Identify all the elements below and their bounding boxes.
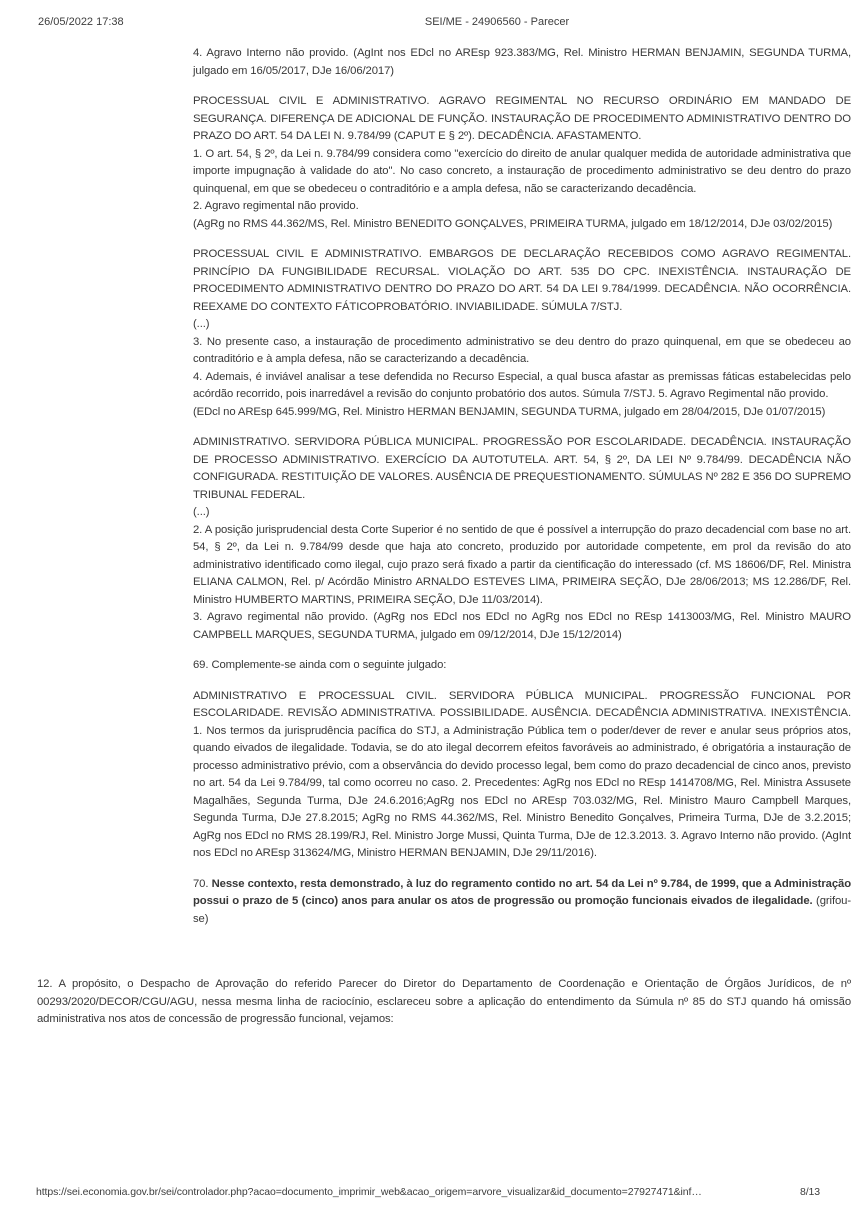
quote-headnote: PROCESSUAL CIVIL E ADMINISTRATIVO. AGRAVO REGIMENTAL NO RECURSO ORDINÁRIO EM MANDADO DE SEGURANÇA. DIFERENÇA DE ADICIONAL DE FUNÇÃO. INSTAURAÇÃO DE PROCEDIMENTO ADMINISTRATIVO DENTRO DO PRAZO DO ART. 54 DA LEI N. 9.784/99 (CAPUT E § 2º). DECADÊNCIA. AFASTAMENTO. (193, 95, 851, 142)
quote-block-2 (193, 93, 851, 233)
document-title: SEI/ME - 24906560 - Parecer (424, 16, 570, 28)
quote-segment: ADMINISTRATIVO E PROCESSUAL CIVIL. SERVIDORA PÚBLICA MUNICIPAL. PROGRESSÃO FUNCIONAL POR ESCOLARIDADE. REVISÃO ADMINISTRATIVA. POSSIBILIDADE. AUSÊNCIA. DECADÊNCIA ADMINISTRATIVA. INEXISTÊNCIA. 1. Nos termos da jurisprudência pacífica do STJ, a Administração Pública tem o poder/dever de rever e anular seus próprios atos, quando eivados de ilegalidade. Todavia, se do ato ilegal decorrem efeitos favoráveis ao administrado, é obrigatória a instauração de processo administrativo prévio, com a observância do devido processo legal, bem como do prazo decadencial de cinco anos, previsto no art. 54 da Lei 9.784/99, tal como ocorreu no caso. 2. Precedentes: AgRg nos EDcl no REsp 1414708/MG, Rel. Ministra Assusete Magalhães, Segunda Turma, DJe 24.6.2016;AgRg nos EDcl no AREsp 703.032/MG, Rel. Ministro Mauro Campbell Marques, Segunda Turma, DJe 27.8.2015; AgRg no RMS 44.362/MS, Rel. Ministro Benedito Gonçalves, Primeira Turma, DJe de 3.2.2015; AgRg nos EDcl no RMS 28.199/RJ, Rel. Ministro Jorge Mussi, Quinta Turma, DJe de 12.3.2013. 3. Agravo Interno não provido. (AgInt nos EDcl no AREsp 313624/MG, Ministro HERMAN BENJAMIN, DJe 29/11/2016). (193, 689, 851, 859)
quote-segment: 3. No presente caso, a instauração de procedimento administrativo se deu dentro do prazo quinquenal, em que se obedeceu ao contraditório e à ampla defesa, não se caracterizando a decadência. (193, 335, 851, 365)
quote-headnote: ADMINISTRATIVO. SERVIDORA PÚBLICA MUNICIPAL. PROGRESSÃO POR ESCOLARIDADE. DECADÊNCIA. INSTAURAÇÃO DE PROCESSO ADMINISTRATIVO. EXERCÍCIO DA AUTOTUTELA. ART. 54, § 2º, DA LEI Nº 9.784/99. DECADÊNCIA NÃO CONFIGURADA. RESTITUIÇÃO DE VALORES. AUSÊNCIA DE PREQUESTIONAMENTO. SÚMULAS Nº 282 E 356 DO SUPREMO TRIBUNAL FEDERAL. (193, 436, 851, 501)
paragraph-70 (193, 876, 851, 929)
quote-ellipsis: (...) (193, 506, 210, 518)
paragraph-12: 12. A propósito, o Despacho de Aprovação do referido Parecer do Diretor do Departamento de Coordenação e Orientação de Órgãos Jurídicos, de nº 00293/2020/DECOR/CGU/AGU, nessa mesma linha de raciocínio, esclareceu sobre a aplicação do entendimento da Súmula nº 85 do STJ quando há omissão administrativa nos atos de concessão de progressão funcional, vejamos: (37, 978, 851, 1025)
print-footer (36, 1186, 820, 1198)
footer-url: https://sei.economia.gov.br/sei/controlador.php?acao=documento_imprimir_web&acao_origem=arvore_visualizar&id_documento=27927471&inf… (36, 1186, 702, 1198)
paragraph-69: 69. Complemente-se ainda com o seguinte julgado: (193, 659, 447, 671)
paragraph-70-bold-text: Nesse contexto, resta demonstrado, à luz do regramento contido no art. 54 da Lei nº 9.784, de 1999, que a Administração possui o prazo de 5 (cinco) anos para anular os atos de progressão ou promoção funcionais eivados de ilegalidade. (193, 877, 851, 907)
quote-block-4 (193, 434, 851, 644)
document-body (37, 45, 851, 1029)
quote-segment: 4. Agravo Interno não provido. (AgInt nos EDcl no AREsp 923.383/MG, Rel. Ministro HERMAN BENJAMIN, SEGUNDA TURMA, julgado em 16/05/2017, DJe 16/06/2017) (193, 47, 851, 77)
paragraph-70-note: (grifou-se) (193, 895, 852, 925)
quote-segment: 1. O art. 54, § 2º, da Lei n. 9.784/99 considera como "exercício do direito de anular qualquer medida de autoridade administrativa que importe impugnação à validade do ato". No caso concreto, a instauração de procedimento administrativo se deu dentro do prazo quinquenal, em que se obedeceu o contraditório e a ampla defesa, não se caracterizando decadência. (193, 147, 851, 195)
quote-segment: 2. A posição jurisprudencial desta Corte Superior é no sentido de que é possível a interrupção do prazo decadencial com base no art. 54, § 2º, da Lei n. 9.784/99 desde que haja ato concreto, produzido por autoridade competente, em prol da revisão do ato administrativo identificado como ilegal, cujo prazo será fixado a partir da cientificação do interessado (cf. MS 18606/DF, Rel. Ministra ELIANA CALMON, Rel. p/ Acórdão Ministro ARNALDO ESTEVES LIMA, PRIMEIRA SEÇÃO, DJe 28/06/2013; MS 12.286/DF, Rel. Ministro HUMBERTO MARTINS, PRIMEIRA SEÇÃO, DJe 11/03/2014). (193, 523, 851, 606)
print-timestamp: 26/05/2022 17:38 (38, 16, 124, 28)
quote-block-5 (193, 688, 851, 863)
quote-citation: (AgRg no RMS 44.362/MS, Rel. Ministro BENEDITO GONÇALVES, PRIMEIRA TURMA, julgado em 18/12/2014, DJe 03/02/2015) (193, 217, 833, 230)
page-number: 8/13 (799, 1186, 820, 1198)
quote-citation: 3. Agravo regimental não provido. (AgRg nos EDcl nos EDcl no AgRg nos EDcl no REsp 1413003/MG, Rel. Ministro MAURO CAMPBELL MARQUES, SEGUNDA TURMA, julgado em 09/12/2014, DJe 15/12/2014) (193, 611, 851, 641)
quote-segment: 2. Agravo regimental não provido. (193, 200, 359, 212)
quote-citation: (EDcl no AREsp 645.999/MG, Rel. Ministro HERMAN BENJAMIN, SEGUNDA TURMA, julgado em 28/04/2015, DJe 01/07/2015) (193, 405, 826, 418)
quote-block-3 (193, 246, 851, 421)
paragraph-70-number: 70. (193, 877, 209, 890)
quote-segment: 4. Ademais, é inviável analisar a tese defendida no Recurso Especial, a qual busca afastar as premissas fáticas estabelecidas pelo acórdão recorrido, pois inarredável a revisão do conjunto probatório dos autos. Súmula 7/STJ. 5. Agravo Regimental não provido. (193, 370, 851, 400)
quote-block-1 (193, 45, 851, 80)
quote-ellipsis: (...) (193, 318, 210, 330)
quote-headnote: PROCESSUAL CIVIL E ADMINISTRATIVO. EMBARGOS DE DECLARAÇÃO RECEBIDOS COMO AGRAVO REGIMENTAL. PRINCÍPIO DA FUNGIBILIDADE RECURSAL. VIOLAÇÃO DO ART. 535 DO CPC. INEXISTÊNCIA. INSTAURAÇÃO DE PROCEDIMENTO ADMINISTRATIVO DENTRO DO PRAZO DO ART. 54 DA LEI 9.784/1999. DECADÊNCIA. NÃO OCORRÊNCIA. REEXAME DO CONTEXTO FÁTICOPROBATÓRIO. INVIABILIDADE. SÚMULA 7/STJ. (193, 248, 851, 313)
